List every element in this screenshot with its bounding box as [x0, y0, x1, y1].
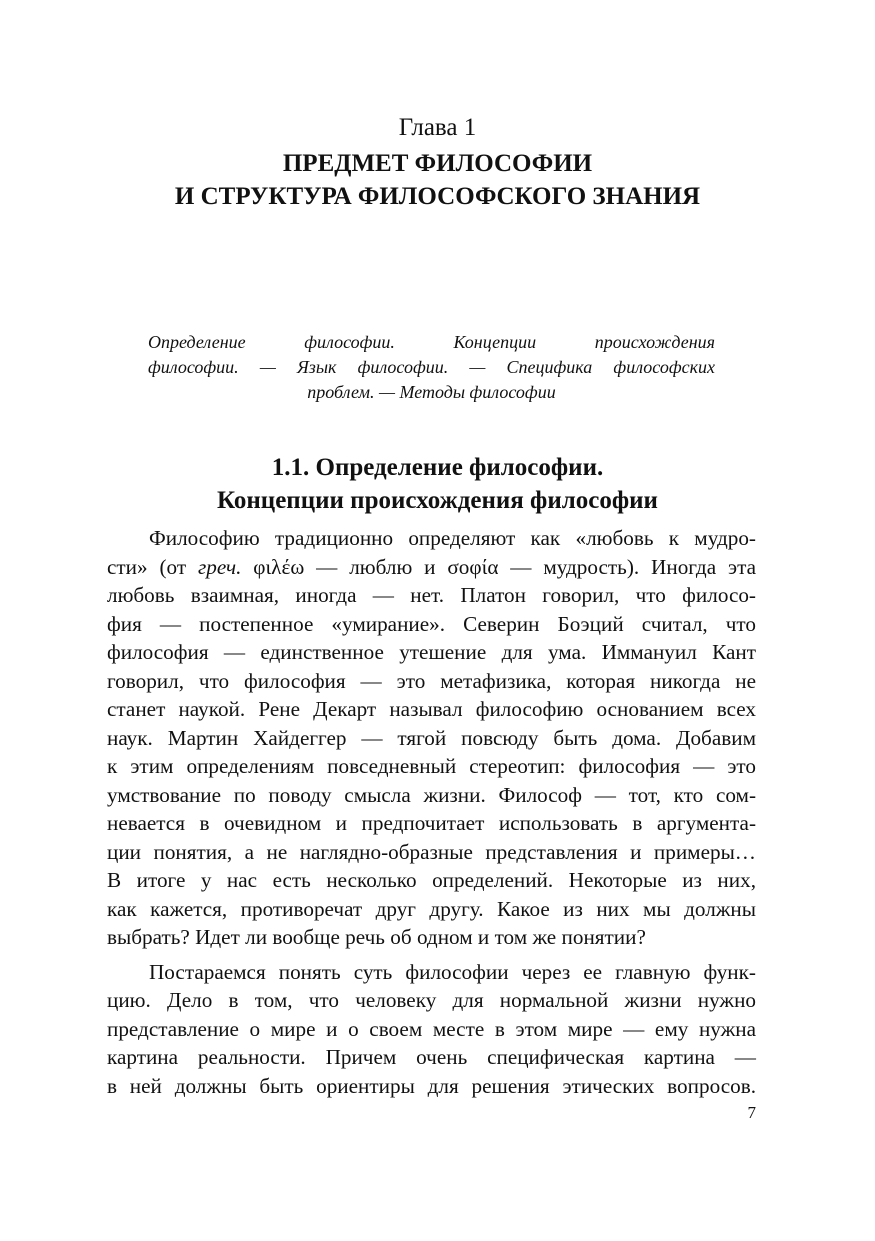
text-line: как кажется, противоречат друг другу. Какое из них мы должны — [107, 896, 756, 921]
text-line: наук. Мартин Хайдеггер — тягой повсюду быть дома. Добавим — [107, 725, 756, 750]
text-line: к этим определениям повседневный стереотип: философия — это — [107, 754, 756, 778]
text-line: цию. Дело в том, что человеку для нормальной жизни нужно — [107, 988, 756, 1012]
section-heading — [0, 451, 875, 517]
page-number: 7 — [747, 1103, 756, 1122]
text-line: в ней должны быть ориентиры для решения этических вопросов. — [107, 1073, 756, 1098]
chapter-title-line: И СТРУКТУРА ФИЛОСОФСКОГО ЗНАНИЯ — [174, 183, 701, 210]
text-line: Философию традиционно определяют как «любовь к мудро- — [149, 526, 756, 550]
text-fragment: сти» (от греч. φιλέω — люблю и σοφία — мудрость). Иногда эта — [107, 554, 757, 579]
text-line: картина реальности. Причем очень специфическая картина — — [107, 1045, 756, 1069]
text-line: выбрать? Идет ли вообще речь об одном и том же понятии? — [107, 925, 646, 949]
paragraph — [107, 524, 756, 952]
text-line: представление о мире и о своем месте в этом мире — ему нужна — [107, 1016, 756, 1041]
text-line: Постараемся понять суть философии через ее главную функ- — [149, 959, 756, 984]
text-line — [107, 553, 756, 582]
section-heading-line: Концепции происхождения философии — [217, 487, 658, 514]
chapter-label: Глава 1 — [398, 114, 477, 141]
text-line: В итоге у нас есть несколько определений. Некоторые из них, — [107, 868, 756, 892]
text-line: говорил, что философия — это метафизика, которая никогда не — [107, 668, 756, 693]
text-line: умствование по поводу смысла жизни. Философ — тот, кто сом- — [107, 782, 756, 807]
chapter-title-line: ПРЕДМЕТ ФИЛОСОФИИ — [282, 150, 593, 177]
chapter-title — [0, 147, 875, 213]
text-line: невается в очевидном и предпочитает использовать в аргумента- — [107, 811, 756, 835]
text-line: ции понятия, а не наглядно-образные представления и примеры… — [107, 839, 756, 864]
text-line: фия — постепенное «умирание». Северин Боэций считал, что — [107, 611, 756, 636]
section-heading-line: 1.1. Определение философии. — [271, 454, 604, 481]
body-text — [107, 524, 756, 1100]
italic-term: греч. — [197, 554, 242, 579]
text-line: станет наукой. Рене Декарт называл философию основанием всех — [107, 697, 756, 721]
summary-line: философии. — Язык философии. — Специфика философских — [148, 357, 715, 377]
text-line: любовь взаимная, иногда — нет. Платон говорил, что филосо- — [107, 583, 756, 607]
summary-line: Определение философии. Концепции происхождения — [148, 332, 715, 352]
text-line: философия — единственное утешение для ума. Иммануил Кант — [107, 640, 756, 664]
paragraph — [107, 958, 756, 1101]
chapter-summary — [148, 330, 715, 405]
summary-line: проблем. — Методы философии — [307, 382, 556, 402]
